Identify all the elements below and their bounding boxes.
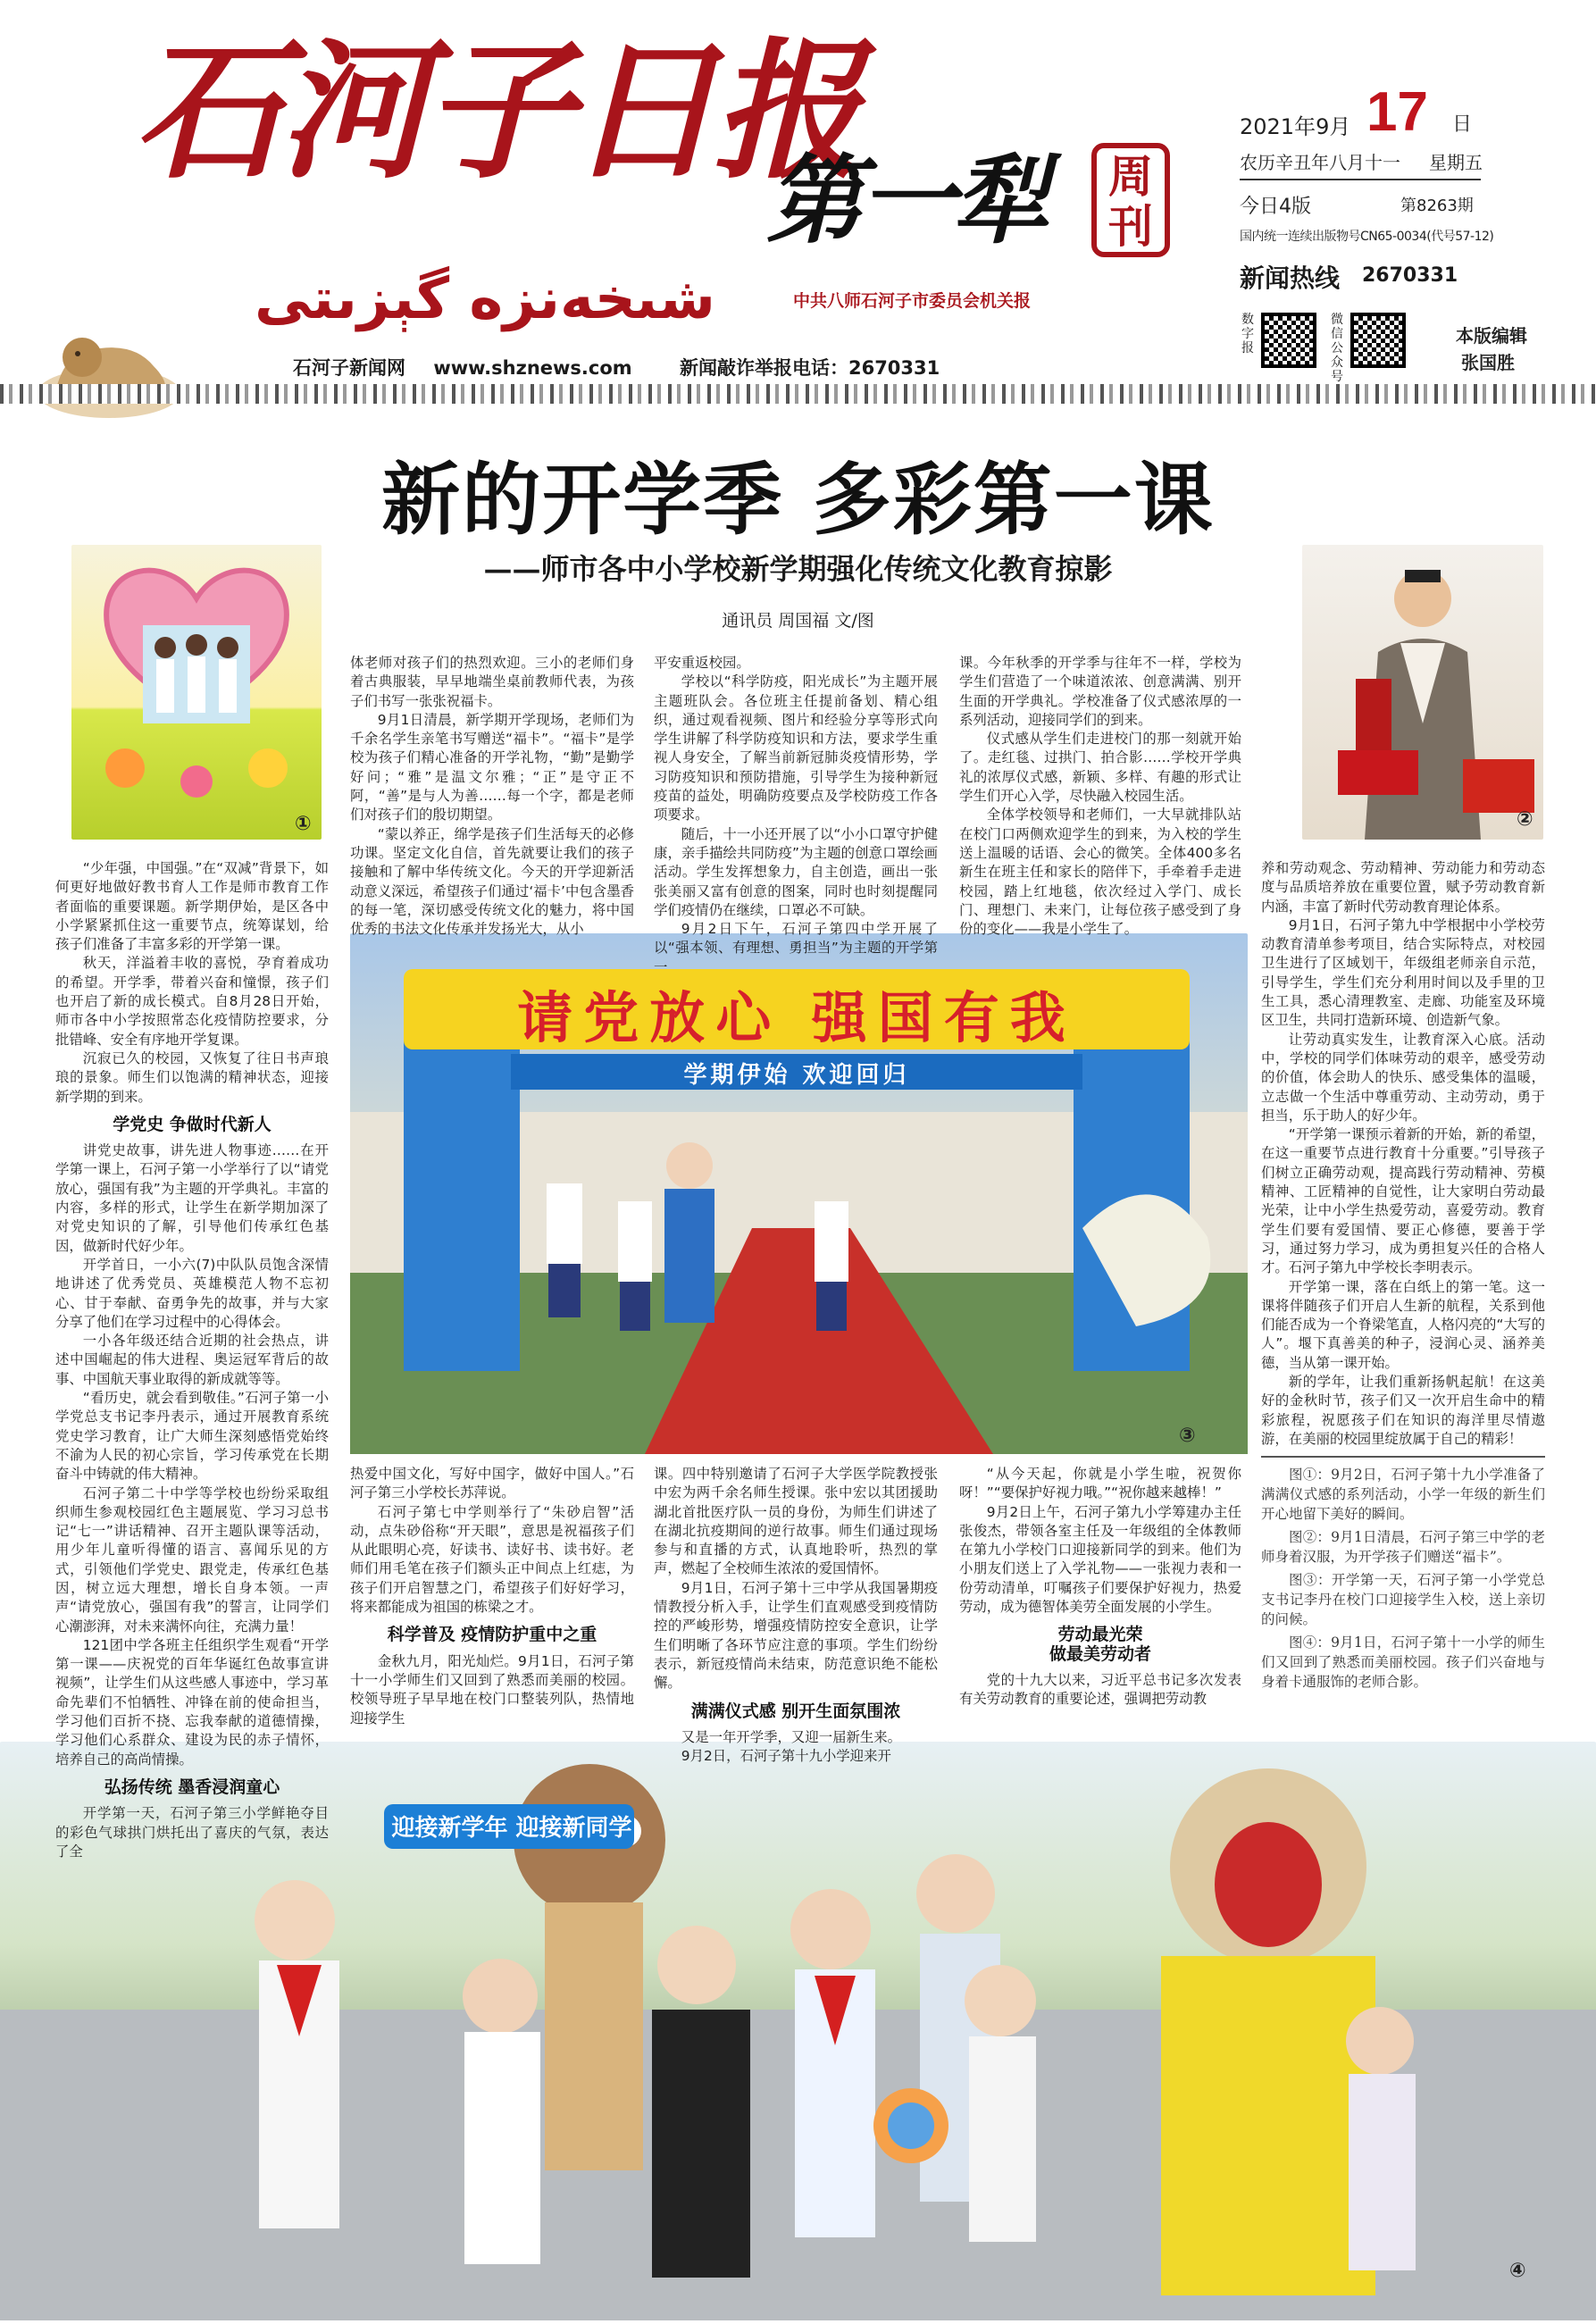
report-phone: 2670331 [848, 357, 940, 379]
qr-label-wechat: 微信公众号 [1331, 313, 1343, 384]
caption-1: 图①：9月2日，石河子第十九小学准备了满满仪式感的系列活动，小学一年级的新生们开心地留下美好的瞬间。 [1261, 1467, 1545, 1522]
paragraph: “蒙以养正，绵学是孩子们生活每天的必修功课。坚定文化自信，首先就要让我们的孩子接触和了解中华传统文化。今天的开学迎新活动意义深远，希望孩子们通过‘福卡’中包含墨香的每一笔，深切感受传统文化的魅力，将中国优秀的书法文化传承并发扬光大，从小 [350, 825, 634, 938]
paragraph: 开学首日，一小六(7)中队队员饱含深情地讲述了优秀党员、英雄模范人物不忘初心、甘于奉献、奋勇争先的故事，并与大家分享了他们在学习过程中的心得体会。 [55, 1256, 329, 1330]
banner-main-text: 请党放心 强国有我 [517, 985, 1076, 1050]
decorative-border [0, 384, 1596, 404]
editor-label: 本版编辑 [1456, 325, 1527, 347]
article-column-2-lower [350, 1465, 634, 1742]
paragraph: 开学第一课，落在白纸上的第一笔。这一课将伴随孩子们开启人生新的航程，关系到他们能否成为一个脊梁笔直，人格闪亮的“大写的人”。堰下真善美的种子，浸润心灵、涵养美德，当从第一课开始。 [1261, 1278, 1545, 1371]
hotline-label: 新闻热线 [1240, 263, 1341, 293]
caption-3: 图③：开学第一天，石河子第一小学党总支书记李丹在校门口迎接学生入校，送上亲切的问候。 [1261, 1572, 1545, 1627]
qr-label-digital: 数字报 [1241, 313, 1254, 355]
paragraph: 学校以“科学防疫，阳光成长”为主题开展主题班队会。各位班主任提前备划、精心组织，通过观看视频、图片和经验分享等形式向学生讲解了科学防疫知识和方法，要求学生重视人身安全，了解当前新冠肺炎疫情形势，学习防疫知识和预防措施，引导学生为接种新冠疫苗的益处，明确防疫要点及学校防疫工作各项要求。 [654, 673, 938, 823]
paragraph: “从今天起，你就是小学生啦，祝贺你呀！”“要保护好视力哦。”“祝你越来越棒！” [959, 1466, 1241, 1501]
report-phone-label: 新闻敲诈举报电话： [679, 357, 848, 379]
publication-number: 国内统一连续出版物号CN65-0034(代号57-12) [1240, 230, 1494, 244]
paragraph: 秋天，洋溢着丰收的喜悦，孕育着成功的希望。开学季，带着兴奋和憧憬，孩子们也开启了新的成长模式。自8月28日开始，师市各中小学按照常态化疫情防控要求，分批错峰、安全有序地开学复课。 [55, 955, 329, 1048]
paragraph: 9月2日下午，石河子第四中学开展了以“强本领、有理想、勇担当”为主题的开学第一 [654, 921, 938, 975]
paragraph: 党的十九大以来，习近平总书记多次发表有关劳动教育的重要论述，强调把劳动教 [959, 1671, 1241, 1708]
banner-2-text: 迎接新学年 迎接新同学 [391, 1815, 632, 1842]
article-column-5 [1261, 859, 1545, 1447]
photo-1-students-heart-frame [71, 545, 322, 840]
website-url[interactable]: www.shznews.com [433, 357, 632, 379]
paragraph: 开学第一天，石河子第三小学鲜艳夺目的彩色气球拱门烘托出了喜庆的气氛，表达了全 [55, 1805, 329, 1860]
subheading-labor-2: 做最美劳动者 [1049, 1643, 1151, 1664]
subheading-science: 科学普及 疫情防护重中之重 [387, 1625, 597, 1645]
subheading-party-history: 学党史 争做时代新人 [113, 1114, 272, 1134]
website-name: 石河子新闻网 [293, 357, 405, 379]
photo-2-teacher-hanfu [1302, 545, 1543, 840]
paragraph: 让劳动真实发生，让教育深入心底。活动中，学校的同学们体味劳动的艰辛，感受劳动的价值，体会助人的快乐、感受集体的温暖，立志做一个生活中尊重劳动、主动劳动，勇于担当，乐于助人的好少年。 [1261, 1031, 1545, 1124]
issue-number: 第8263期 [1400, 196, 1474, 215]
article-column-2-upper [350, 654, 634, 938]
photo-captions [1261, 1465, 1545, 1692]
subheadline: ——师市各中小学校新学期强化传统文化教育掠影 [483, 552, 1113, 586]
paragraph: “少年强，中国强。”在“双减”背景下，如何更好地做好教书育人工作是师市教育工作者面临的重要课题。新学期伊始，是区各中小学紧紧抓住这一重要节点，统筹谋划，给孩子们准备了丰富多彩的开学第一课。 [55, 860, 329, 953]
paragraph: 体老师对孩子们的热烈欢迎。三小的老师们身着古典服装，早早地端坐桌前教师代表，为孩子们书写一张张祝福卡。 [350, 655, 634, 709]
date-day: 17 [1366, 81, 1428, 143]
article-column-4-lower [959, 1465, 1241, 1742]
paragraph: 热爱中国文化，写好中国字，做好中国人。”石河子第三小学校长苏萍说。 [350, 1466, 634, 1501]
paragraph: 讲党史故事，讲先进人物事迹……在开学第一课上，石河子第一小学举行了以“请党放心，强国有我”为主题的开学典礼。丰富的内容，多样的形式，让学生在新学期加深了对党史知识的了解，引导他们传承红色基因，做新时代好少年。 [55, 1142, 329, 1254]
article-column-4-upper [959, 654, 1241, 938]
subheading-ceremony: 满满仪式感 别开生面氛围浓 [690, 1701, 901, 1721]
byline: 通讯员 周国福 文/图 [722, 611, 874, 631]
paragraph: 9月1日，石河子第十三中学从我国暑期疫情教授分析入手，让学生们直观感受到疫情防控的严峻形势，增强疫情防控安全意识，让学生们明晰了各环节应注意的事项。学生们纷纷表示，新冠疫情尚未结束，防范意识绝不能松懈。 [654, 1579, 938, 1692]
section-title: 第一犁 [766, 145, 1046, 257]
sponsor-line: 中共八师石河子市委员会机关报 [793, 291, 1032, 311]
article-column-3-lower [654, 1465, 938, 1765]
paragraph: 全体学校领导和老师们，一大早就排队站在校门口两侧欢迎学生的到来，为入校的学生送上温暖的话语、会心的微笑。全体400多名新生在班主任和家长的陪伴下，手牵着手走进校园，踏上红地毯，依次经过入学门、成长门、理想门、未来门，让每位孩子感受到了身份的变化——我是小学生了。 [959, 807, 1241, 938]
editor-name: 张国胜 [1461, 352, 1515, 373]
newspaper-name-uyghur: شىخەنزە گېزىتى [255, 266, 715, 332]
headline: 新的开学季 多彩第一课 [381, 454, 1215, 546]
hotline-number: 2670331 [1362, 264, 1458, 287]
date-rule [1240, 179, 1481, 180]
article-column-1 [55, 859, 329, 1860]
caption-2: 图②：9月1日清晨，石河子第三中学的老师身着汉服，为开学孩子们赠送“福卡”。 [1261, 1529, 1545, 1565]
subheading-labor-1: 劳动最光荣 [1057, 1625, 1143, 1645]
caption-rule [1261, 1456, 1545, 1458]
photo-3-mark: ③ [1179, 1425, 1196, 1447]
weekly-badge: 周刊 [1091, 143, 1170, 257]
pages-today: 今日4版 [1240, 196, 1311, 218]
lunar-date: 农历辛丑年八月十一 [1240, 152, 1400, 173]
paragraph: 课。四中特别邀请了石河子大学医学院教授张中宏为两千余名师生授课。张中宏以其团援助湖北首批医疗队一员的身份，为师生们讲述了在湖北抗疫期间的逆行故事。师生们通过现场参与和直播的方式，认真地聆听，热烈的掌声，燃起了全校师生浓浓的爱国情怀。 [654, 1466, 938, 1577]
article-column-3-upper [654, 654, 938, 975]
paragraph: 石河子第七中学则举行了“朱砂启智”活动，点朱砂俗称“开天眼”，意思是祝福孩子们从此眼明心亮，好读书、读好书、读书好。老师们用毛笔在孩子们额头正中间点上红痣，为孩子们开启智慧之门，希望孩子们好好学习，将来都能成为祖国的栋梁之才。 [350, 1503, 634, 1616]
photo-3-welcome-arch [350, 933, 1248, 1454]
paragraph: 9月2日上午，石河子第九小学筹建办主任张俊杰，带领各室主任及一年级组的全体教师在第九小学校门口迎接新同学的到来。他们为小朋友们送上了入学礼物——一张视力表和一份劳动清单，叮嘱孩子们要保护好视力，热爱劳动，成为德智体美劳全面发展的小学生。 [959, 1503, 1241, 1616]
paragraph: 养和劳动观念、劳动精神、劳动能力和劳动态度与品质培养放在重要位置，赋予劳动教育新内涵，丰富了新时代劳动教育理论体系。 [1261, 860, 1545, 915]
paragraph: 随后，十一小还开展了以“小小口罩守护健康，亲手描绘共同防疫”为主题的创意口罩绘画活动。学生发挥想象力，自主创造，画出一张张美丽又富有创意的图案，同时也时刻提醒同学们疫情仍在继续，口罩必不可缺。 [654, 825, 938, 918]
masthead-footer [293, 354, 940, 380]
paragraph: 9月1日，石河子第九中学根据中小学校劳动教育清单参考项目，结合实际特点，对校园卫生进行了区域划干，年级组老师亲自示范，引导学生，学生们充分利用时间以及手里的卫生工具，悉心清理教室、走廊、功能室及环境区卫生，共同打造新环境、创造新气象。 [1261, 916, 1545, 1029]
paragraph: 一小各年级还结合近期的社会热点，讲述中国崛起的伟大进程、奥运冠军背后的故事、中国航天事业取得的新成就等等。 [55, 1333, 329, 1387]
paragraph: 石河子第二十中学等学校也纷纷采取组织师生参观校园红色主题展览、学习习总书记“七一”讲话精神、召开主题队课等活动，用少年儿童听得懂的语言、喜闻乐见的方式，引领他们学党史、跟党走，传承红色基因，树立远大理想，增长自身本领。一声声“请党放心，强国有我”的誓言，让同学们心潮澎湃，对未来满怀向往，充满力量！ [55, 1484, 329, 1634]
paragraph: 9月1日清晨，新学期开学现场，老师们为千余名学生亲笔书写赠送“福卡”。“福卡”是学校为孩子们精心准备的开学礼物，“勤”是勤学好问；“雅”是温文尔雅；“正”是守正不阿，“善”是与人为善……每一个字，都是老师们对孩子们的殷切期望。 [350, 711, 634, 823]
paragraph: 金秋九月，阳光灿烂。9月1日，石河子第十一小学师生们又回到了熟悉而美丽的校园。校领导班子早早地在校门口整装列队，热情地迎接学生 [350, 1652, 634, 1726]
date-suffix: 日 [1452, 113, 1473, 136]
banner-sub-text: 学期伊始 欢迎回归 [683, 1062, 910, 1089]
paragraph: 平安重返校园。 [654, 655, 750, 671]
weekday: 星期五 [1429, 152, 1483, 173]
paragraph: 沉寂已久的校园，又恢复了往日书声琅琅的景象。师生们以饱满的精神状态，迎接新学期的到来。 [55, 1049, 329, 1105]
paragraph: 9月2日，石河子第十九小学迎来开 [681, 1748, 891, 1765]
date-year-month: 2021年9月 [1240, 114, 1351, 139]
photo-1-mark: ① [295, 813, 312, 835]
qr-code-icon[interactable] [1350, 313, 1406, 368]
qr-code-icon[interactable] [1261, 313, 1316, 368]
paragraph: 又是一年开学季，又迎一届新生来。 [681, 1728, 902, 1745]
paragraph: 新的学年，让我们重新扬帆起航！在这美好的金秋时节，孩子们又一次开启生命中的精彩旅程，祝愿孩子们在知识的海洋里尽情遨游，在美丽的校园里绽放属于自己的精彩！ [1261, 1374, 1545, 1447]
paragraph: “开学第一课预示着新的开始，新的希望，在这一重要节点进行教育十分重要。”引导孩子们树立正确劳动观，提高践行劳动精神、劳模精神、工匠精神的自觉性，让大家明白劳动最光荣，让中小学生热爱劳动，喜爱劳动。教育学生们要有爱国情、要正心修德，要善于学习，通过努力学习，成为勇担复兴任的合格人才。石河子第九中学校长李明表示。 [1261, 1126, 1545, 1276]
paragraph: “看历史，就会看到敬佳。”石河子第一小学党总支书记李丹表示，通过开展教育系统党史学习教育，让广大师生深刻感悟党始终不渝为人民的初心宗旨，学习传承党在长期奋斗中铸就的伟大精神。 [55, 1390, 329, 1483]
subheading-tradition: 弘扬传统 墨香浸润童心 [104, 1776, 280, 1797]
paragraph: 仪式感从学生们走进校门的那一刻就开始了。走红毯、过拱门、拍合影……学校开学典礼的浓厚仪式感，新颖、多样、有趣的形式让学生们开心入学，尽快融入校园生活。 [959, 731, 1241, 805]
paragraph: 课。今年秋季的开学季与往年不一样，学校为学生们营造了一个味道浓浓、创意满满、别开生面的开学典礼。学校准备了仪式感浓厚的一系列活动，迎接同学们的到来。 [959, 655, 1241, 728]
newspaper-name: 石河子日报 [134, 22, 857, 199]
emblem-lion-icon [29, 295, 189, 429]
photo-2-mark: ② [1517, 808, 1533, 831]
paragraph: 121团中学各班主任组织学生观看“开学第一课——庆祝党的百年华诞红色故事宣讲视频”，让学生们从这些感人事迹中，学习革命先辈们不怕牺牲、冲锋在前的使命担当，学习他们百折不挠、忘我奉献的道德情操，学习他们心系群众、建设为民的赤子情怀，培养自己的高尚情操。 [55, 1636, 329, 1768]
photo-4-mark: ④ [1509, 2260, 1526, 2282]
caption-4: 图④：9月1日，石河子第十一小学的师生们又回到了熟悉而美丽校园。孩子们兴奋地与身着卡通服饰的老师合影。 [1261, 1634, 1545, 1690]
